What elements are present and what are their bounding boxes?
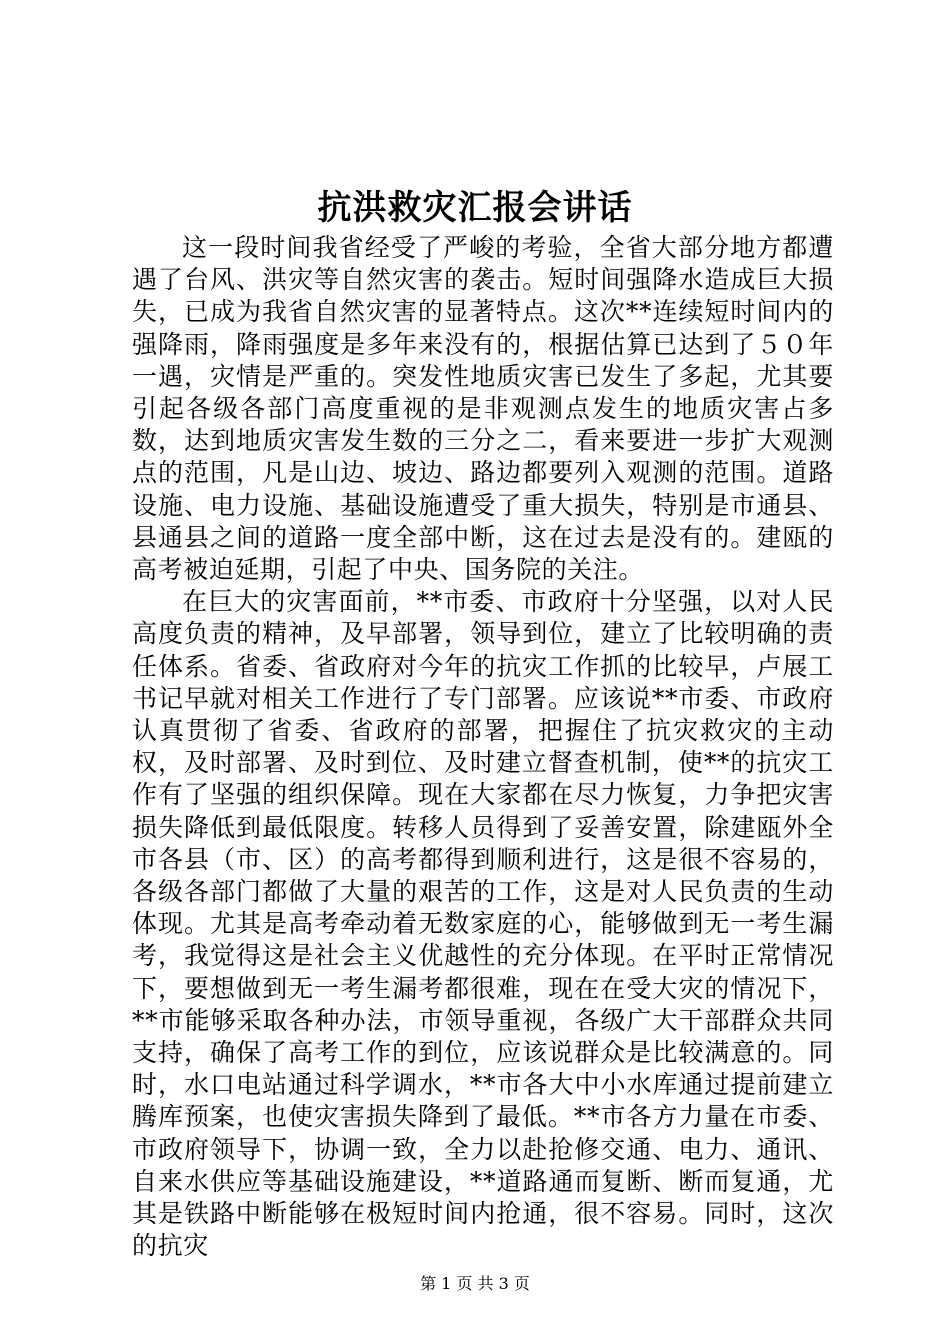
page-footer: 第 1 页 共 3 页 [420,1274,530,1293]
paragraph-2: 在巨大的灾害面前，**市委、市政府十分坚强，以对人民高度负责的精神，及早部署，领导到位，建立了比较明确的责任体系。省委、省政府对今年的抗灾工作抓的比较早，卢展工书记早就对相关工作进行了专门部署。应该说**市委、市政府认真贯彻了省委、省政府的部署，把握住了抗灾救灾的主动权，及时部署、及时到位、及时建立督查机制，使**的抗灾工作有了坚强的组织保障。现在大家都在尽力恢复，力争把灾害损失降低到最低限度。转移人员得到了妥善安置，除建瓯外全市各县（市、区）的高考都得到顺利进行，这是很不容易的，各级各部门都做了大量的艰苦的工作，这是对人民负责的生动体现。尤其是高考牵动着无数家庭的心，能够做到无一考生漏考，我觉得这是社会主义优越性的充分体现。在平时正常情况下，要想做到无一考生漏考都很难，现在在受大灾的情况下，**市能够采取各种办法，市领导重视，各级广大干部群众共同支持，确保了高考工作的到位，应该说群众是比较满意的。同时，水口电站通过科学调水，**市各大中小水库通过提前建立腾库预案，也使灾害损失降到了最低。**市各方力量在市委、市政府领导下，协调一致，全力以赴抢修交通、电力、通讯、自来水供应等基础设施建设，**道路通而复断、断而复通，尤其是铁路中断能够在极短时间内抢通，很不容易。同时，这次的抗灾 [132,587,834,1261]
document-title: 抗洪救灾汇报会讲话 [317,188,633,228]
paragraph-1: 这一段时间我省经受了严峻的考验，全省大部分地方都遭遇了台风、洪灾等自然灾害的袭击。短时间强降水造成巨大损失，已成为我省自然灾害的显著特点。这次**连续短时间内的强降雨，降雨强度是多年来没有的，根据估算已达到了５０年一遇，灾情是严重的。突发性地质灾害已发生了多起，尤其要引起各级各部门高度重视的是非观测点发生的地质灾害占多数，达到地质灾害发生数的三分之二，看来要进一步扩大观测点的范围，凡是山边、坡边、路边都要列入观测的范围。道路设施、电力设施、基础设施遭受了重大损失，特别是市通县、县通县之间的道路一度全部中断，这在过去是没有的。建瓯的高考被迫延期，引起了中央、国务院的关注。 [132,233,834,585]
document-body [132,232,834,1263]
